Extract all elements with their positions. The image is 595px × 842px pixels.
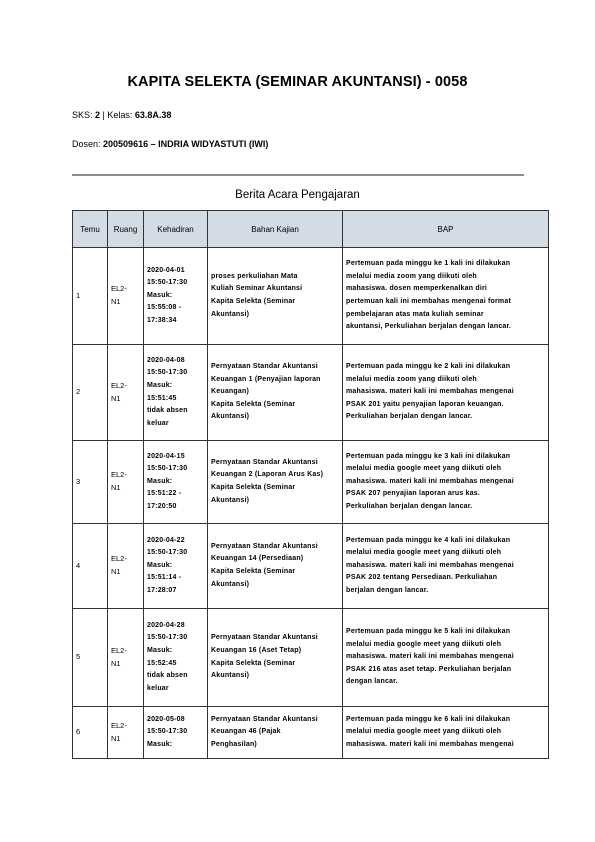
- cell-bap: [343, 609, 549, 707]
- table-row: [73, 707, 549, 759]
- cell-bap: [343, 707, 549, 759]
- cell-ruang: [108, 248, 144, 345]
- cell-ruang: [108, 609, 144, 707]
- cell-kehadiran-text: 2020-04-22 15:50-17:30 Masuk: 15:51:14 - 17:28:07: [147, 536, 188, 594]
- cell-ruang: [108, 441, 144, 524]
- cell-temu: [73, 524, 108, 609]
- cell-bahan-kajian: [208, 707, 343, 759]
- cell-temu: [73, 707, 108, 759]
- cell-ruang-text: EL2- N1: [111, 645, 127, 668]
- table-header-row: [73, 211, 549, 248]
- cell-temu: [73, 441, 108, 524]
- cell-bap: [343, 441, 549, 524]
- cell-ruang: [108, 707, 144, 759]
- cell-ruang-text: EL2- N1: [111, 284, 127, 306]
- cell-kehadiran-text: 2020-04-08 15:50-17:30 Masuk: 15:51:45 tidak absen keluar: [147, 356, 188, 427]
- cell-bap-text: Pertemuan pada minggu ke 3 kali ini dilakukan melalui media google meet yang diikuti oleh mahasiswa. materi kali ini membahas mengenai PSAK 207 penyajian laporan arus kas. Perkuliahan berjalan dengan lancar.: [346, 452, 514, 510]
- cell-kehadiran-text: 2020-04-01 15:50-17:30 Masuk: 15:55:08 - 17:38:34: [147, 266, 188, 324]
- cell-ruang: [108, 524, 144, 609]
- cell-kehadiran: [144, 609, 208, 707]
- cell-bap-text: Pertemuan pada minggu ke 1 kali ini dilakukan melalui media zoom yang diikuti oleh mahasiswa. dosen memperkenalkan diri pertemuan kali ini membahas mengenai format pembelajaran atas mata kuliah seminar akuntansi, Perkuliahan berjalan dengan lancar.: [346, 260, 512, 331]
- cell-bap-text: Pertemuan pada minggu ke 2 kali ini dilakukan melalui media zoom yang diikuti oleh mahasiswa. materi kali ini membahas mengenai PSAK 201 yaitu penyajian laporan keuangan. Perkuliahan berjalan dengan lancar.: [346, 363, 514, 421]
- sks-kelas-line: [72, 110, 171, 120]
- cell-ruang: [108, 345, 144, 441]
- cell-bap-text: Pertemuan pada minggu ke 4 kali ini dilakukan melalui media google meet yang diikuti oleh mahasiswa. materi kali ini membahas mengenai PSAK 202 tentang Persediaan. Perkuliahan berjalan dengan lancar.: [346, 536, 514, 594]
- cell-bap: [343, 345, 549, 441]
- cell-kehadiran: [144, 524, 208, 609]
- header-kehadiran: Kehadiran: [144, 211, 208, 248]
- cell-bap: [343, 524, 549, 609]
- cell-temu: [73, 609, 108, 707]
- sks-label: SKS:: [72, 110, 96, 120]
- table-row: [73, 345, 549, 441]
- course-title: KAPITA SELEKTA (SEMINAR AKUNTANSI) - 0058: [127, 74, 468, 90]
- cell-ruang-text: EL2- N1: [111, 380, 127, 403]
- header-temu: Temu: [73, 211, 108, 248]
- dosen-line: [72, 139, 268, 149]
- cell-bahan-kajian: [208, 524, 343, 609]
- cell-bahan-kajian: [208, 248, 343, 345]
- cell-bahan-kajian-text: Pernyataan Standar Akuntansi Keuangan 1 (Penyajian laporan Keuangan) Kapita Selekta (Seminar Akuntansi): [211, 363, 321, 421]
- cell-ruang-text: EL2- N1: [111, 554, 127, 576]
- cell-temu-text: 1: [76, 290, 81, 300]
- cell-kehadiran-text: 2020-04-15 15:50-17:30 Masuk: 15:51:22 - 17:20:50: [147, 452, 188, 510]
- cell-temu-text: 4: [76, 560, 81, 570]
- cell-bahan-kajian-text: Pernyataan Standar Akuntansi Keuangan 14 (Persediaan) Kapita Selekta (Seminar Akuntansi): [211, 542, 318, 588]
- bap-table: [72, 210, 549, 759]
- cell-kehadiran: [144, 345, 208, 441]
- cell-bap: [343, 248, 549, 345]
- table-row: [73, 524, 549, 609]
- dosen-value: 200509616 – INDRIA WIDYASTUTI (IWI): [103, 139, 269, 149]
- cell-bahan-kajian-text: Pernyataan Standar Akuntansi Keuangan 2 (Laporan Arus Kas) Kapita Selekta (Seminar Akuntansi): [211, 458, 324, 504]
- cell-bahan-kajian: [208, 609, 343, 707]
- cell-bahan-kajian-text: Pernyataan Standar Akuntansi Keuangan 46 (Pajak Penghasilan): [211, 715, 318, 748]
- cell-bap-text: Pertemuan pada minggu ke 5 kali ini dilakukan melalui media google meet yang diikuti oleh mahasiswa. materi kali ini membahas mengenai PSAK 216 atas aset tetap. Perkuliahan berjalan dengan lancar.: [346, 628, 514, 686]
- table-row: [73, 441, 549, 524]
- cell-bahan-kajian-text: Pernyataan Standar Akuntansi Keuangan 16 (Aset Tetap) Kapita Selekta (Seminar Akuntansi): [211, 634, 318, 680]
- header-ruang: Ruang: [108, 211, 144, 248]
- table-row: [73, 248, 549, 345]
- table-row: [73, 609, 549, 707]
- cell-temu-text: 6: [76, 727, 81, 737]
- cell-temu-text: 2: [76, 387, 81, 397]
- cell-kehadiran: [144, 707, 208, 759]
- cell-bahan-kajian: [208, 441, 343, 524]
- kelas-label: | Kelas:: [100, 110, 135, 120]
- dosen-label: Dosen:: [72, 139, 104, 149]
- cell-temu: [73, 248, 108, 345]
- cell-bahan-kajian-text: proses perkuliahan Mata Kuliah Seminar Akuntansi Kapita Selekta (Seminar Akuntansi): [211, 272, 303, 318]
- cell-temu-text: 3: [76, 476, 81, 486]
- cell-kehadiran: [144, 248, 208, 345]
- sks-value: 2: [95, 110, 101, 120]
- cell-ruang-text: EL2- N1: [111, 470, 127, 492]
- kelas-value: 63.8A.38: [134, 110, 172, 120]
- cell-bap-text: Pertemuan pada minggu ke 6 kali ini dilakukan melalui media google meet yang diikuti oleh mahasiswa. materi kali ini membahas mengenai: [346, 715, 514, 748]
- divider: [72, 174, 524, 176]
- header-bap: BAP: [343, 211, 549, 248]
- cell-kehadiran: [144, 441, 208, 524]
- section-title: Berita Acara Pengajaran: [235, 189, 360, 201]
- cell-ruang-text: EL2- N1: [111, 720, 127, 743]
- cell-kehadiran-text: 2020-05-08 15:50-17:30 Masuk:: [147, 715, 188, 748]
- cell-temu-text: 5: [76, 652, 81, 662]
- cell-temu: [73, 345, 108, 441]
- cell-kehadiran-text: 2020-04-28 15:50-17:30 Masuk: 15:52:45 tidak absen keluar: [147, 621, 188, 692]
- cell-bahan-kajian: [208, 345, 343, 441]
- header-bahan-kajian: Bahan Kajian: [208, 211, 343, 248]
